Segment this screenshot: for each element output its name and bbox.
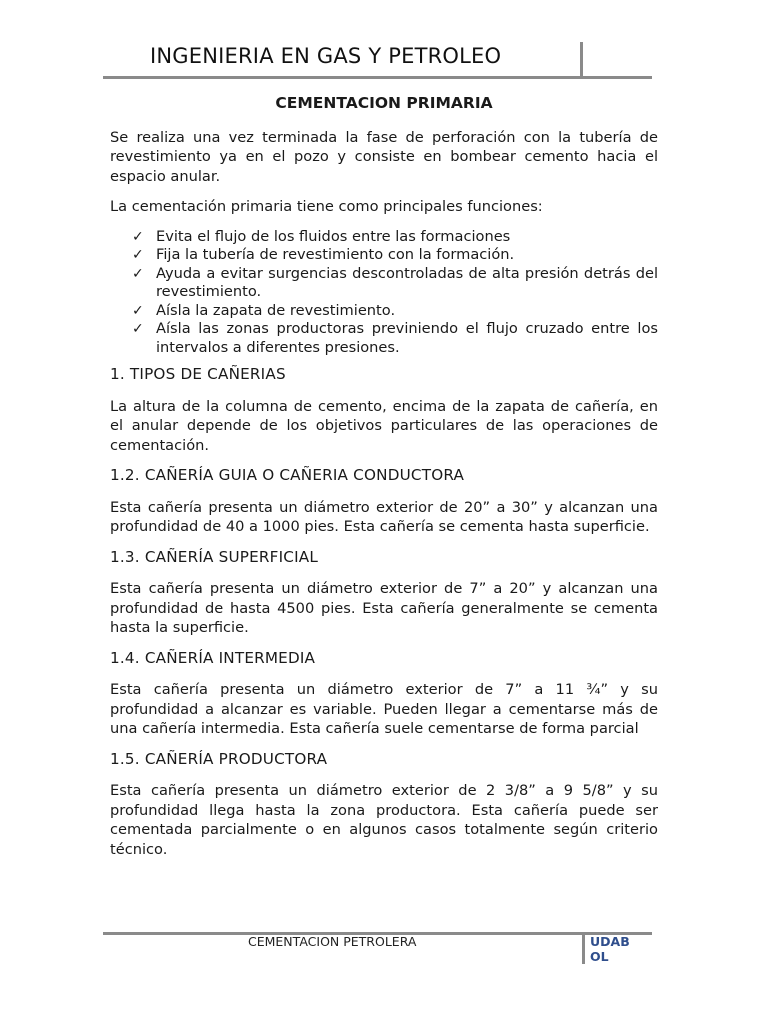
- list-item: [110, 265, 658, 302]
- section-text-intermedia: Esta cañería presenta un diámetro exterior de 7” a 11 ¾” y su profundidad a alcanzar es variable. Pueden llegar a cementarse más de una cañería intermedia. Esta cañería suele cementarse de forma parcial: [110, 681, 658, 737]
- check-icon: ✓: [132, 302, 144, 319]
- header-divider-vertical: [580, 42, 583, 78]
- section-heading-conductora: [110, 466, 658, 486]
- footer-brand-logo: UDABOL: [590, 934, 630, 964]
- section-heading-tipos: [110, 365, 658, 385]
- list-item: [110, 246, 658, 265]
- section-number: 1.3.: [110, 547, 140, 566]
- list-item-text: Ayuda a evitar surgencias descontroladas de alta presión detrás del revestimiento.: [156, 264, 658, 300]
- section-number: 1.4.: [110, 648, 140, 667]
- check-icon: ✓: [132, 228, 144, 245]
- footer-title: CEMENTACION PETROLERA: [248, 934, 417, 949]
- section-title: CAÑERÍA GUIA O CAÑERIA CONDUCTORA: [144, 466, 465, 484]
- section-text-conductora: Esta cañería presenta un diámetro exterior de 20” a 30” y alcanzan una profundidad de 40 a 1000 pies. Esta cañería se cementa hasta superficie.: [110, 498, 658, 535]
- section-number: 1.: [110, 365, 125, 383]
- check-icon: ✓: [132, 265, 144, 282]
- functions-list: [110, 228, 658, 358]
- footer-divider-vertical: [582, 934, 585, 964]
- header-title: INGENIERIA EN GAS Y PETROLEO: [150, 44, 502, 68]
- section-number: 1.2.: [110, 466, 140, 484]
- list-item: [110, 302, 658, 321]
- check-icon: ✓: [132, 247, 144, 263]
- section-heading-intermedia: [110, 649, 658, 669]
- list-item-text: Aísla las zonas productoras previniendo el flujo cruzado entre los intervalos a diferentes presiones.: [156, 320, 658, 356]
- section-title: CAÑERÍA PRODUCTORA: [144, 749, 328, 768]
- list-item: [110, 228, 658, 247]
- document-body: [110, 94, 658, 870]
- list-item-text: Evita el flujo de los fluidos entre las formaciones: [156, 227, 511, 245]
- list-item-text: Aísla la zapata de revestimiento.: [156, 301, 396, 319]
- section-heading-superficial: [110, 548, 658, 568]
- check-icon: ✓: [132, 321, 144, 337]
- section-title: TIPOS DE CAÑERIAS: [129, 365, 286, 383]
- list-item-text: Fija la tubería de revestimiento con la formación.: [156, 246, 515, 263]
- section-title: CAÑERÍA SUPERFICIAL: [144, 547, 319, 566]
- header-rule: [103, 76, 652, 79]
- functions-lead: La cementación primaria tiene como principales funciones:: [110, 198, 543, 215]
- document-title: CEMENTACION PRIMARIA: [275, 94, 493, 112]
- section-heading-productora: [110, 750, 658, 770]
- list-item: [110, 320, 658, 357]
- section-number: 1.5.: [110, 749, 140, 768]
- intro-paragraph: Se realiza una vez terminada la fase de perforación con la tubería de revestimiento ya en el pozo y consiste en bombear cemento hacia el espacio anular.: [110, 128, 658, 185]
- section-title: CAÑERÍA INTERMEDIA: [144, 648, 316, 667]
- section-text-productora: Esta cañería presenta un diámetro exterior de 2 3/8” a 9 5/8” y su profundidad llega hasta la zona productora. Esta cañería puede ser cementada parcialmente o en algunos casos totalmente según criterio técnico.: [110, 782, 658, 858]
- section-text-superficial: Esta cañería presenta un diámetro exterior de 7” a 20” y alcanzan una profundidad de hasta 4500 pies. Esta cañería generalmente se cementa hasta la superficie.: [110, 580, 658, 636]
- section-text-tipos: La altura de la columna de cemento, encima de la zapata de cañería, en el anular depende de los objetivos particulares de las operaciones de cementación.: [110, 397, 658, 454]
